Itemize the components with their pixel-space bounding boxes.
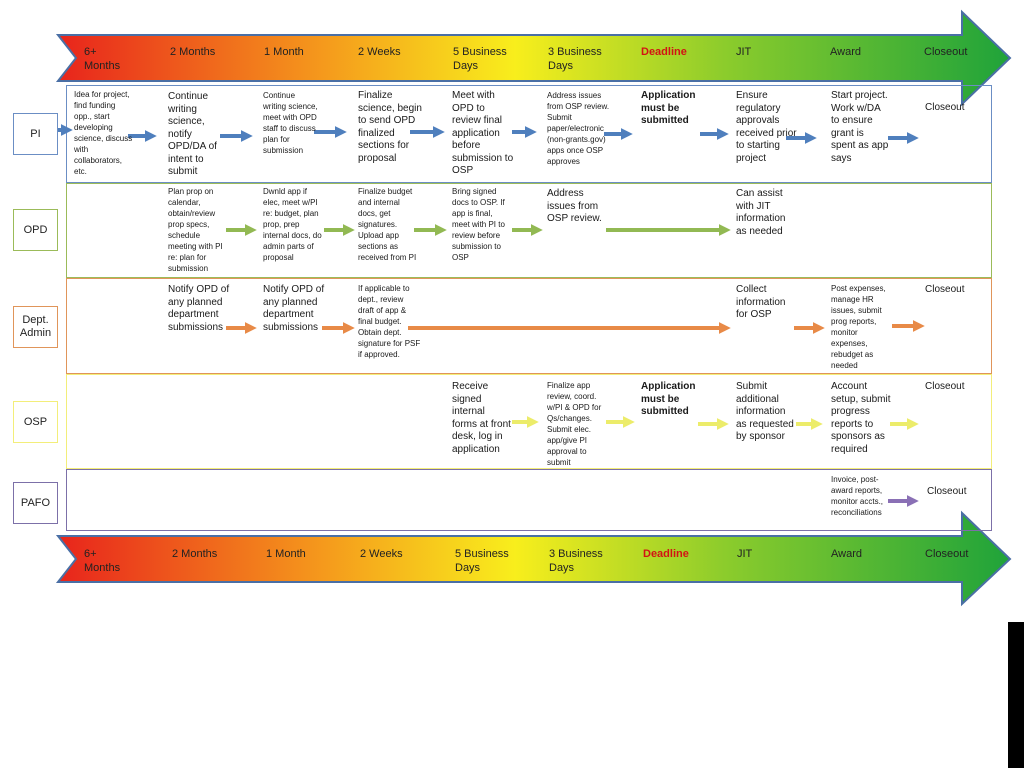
admin-cell-jit: Collect information for OSP	[736, 284, 786, 320]
osp-cell-5-business-days: Receive signed internal forms at front desk, log in application	[452, 381, 511, 455]
pi-cell-award: Start project. Work w/DA to ensure grant is spent as app says	[831, 90, 889, 164]
bottom-phase-2-weeks: 2 Weeks	[360, 548, 403, 560]
role-opd: OPD	[13, 209, 58, 251]
top-phase-closeout: Closeout	[924, 46, 968, 58]
opd-cell-2-months: Plan prop on calendar, obtain/review prop specs, schedule meeting with PI re: plan for submission	[168, 187, 223, 273]
pi-cell-5-business-days: Meet with OPD to review final application before submission to OSP	[452, 90, 514, 176]
role-pi: PI	[13, 113, 58, 155]
bottom-phase-5-business-days: 5 Business Days	[455, 548, 509, 574]
admin-cell-award: Post expenses, manage HR issues, submit prog reports, monitor expenses, rebudget as needed	[831, 284, 886, 370]
role-pafo: PAFO	[13, 482, 58, 524]
top-phase-3-business-days: 3 Business Days	[548, 46, 602, 72]
top-phase-deadline: Deadline	[641, 46, 687, 58]
pi-cell-2-weeks: Finalize science, begin to send OPD finalized sections for proposal	[358, 90, 422, 164]
pi-cell-3-business-days: Address issues from OSP review. Submit paper/electronic (non-grants.gov) apps once OSP approves	[547, 91, 610, 166]
pafo-cell-award: Invoice, post- award reports, monitor accts., reconciliations	[831, 475, 884, 517]
osp-cell-closeout: Closeout	[925, 381, 965, 392]
top-phase-2-weeks: 2 Weeks	[358, 46, 401, 58]
pi-cell-6-months: Idea for project, find funding opp., start developing science, discuss with collaborators, etc.	[74, 90, 133, 176]
bottom-phase-jit: JIT	[737, 548, 753, 560]
opd-cell-3-business-days: Address issues from OSP review.	[547, 188, 602, 224]
osp-cell-award: Account setup, submit progress reports to sponsors as required	[831, 381, 891, 455]
osp-cell-jit: Submit additional information as requested by sponsor	[736, 381, 794, 442]
top-phase-1-month: 1 Month	[264, 46, 304, 58]
pafo-cell-closeout: Closeout	[927, 486, 967, 497]
bottom-phase-closeout: Closeout	[925, 548, 969, 560]
role-osp: OSP	[13, 401, 58, 443]
pi-cell-jit: Ensure regulatory approvals received prior to starting project	[736, 90, 797, 164]
admin-cell-closeout: Closeout	[925, 284, 965, 295]
bottom-phase-3-business-days: 3 Business Days	[549, 548, 603, 574]
top-phase-6-months: 6+ Months	[84, 46, 121, 72]
admin-cell-1-month: Notify OPD of any planned department submissions	[263, 284, 325, 333]
bottom-phase-award: Award	[831, 548, 862, 560]
osp-cell-3-business-days: Finalize app review, coord. w/PI & OPD for Qs/changes. Submit elec. app/give PI approval to submit	[547, 381, 602, 467]
opd-cell-5-business-days: Bring signed docs to OSP. If app is final, meet with PI to review before submission to OSP	[452, 187, 505, 262]
opd-cell-2-weeks: Finalize budget and internal docs, get signatures. Upload app sections as received from PI	[358, 187, 417, 262]
bottom-phase-deadline: Deadline	[643, 548, 689, 560]
admin-cell-2-weeks: If applicable to dept., review draft of app & final budget. Obtain dept. signature for PSF if approved.	[358, 284, 421, 359]
top-phase-5-business-days: 5 Business Days	[453, 46, 507, 72]
pi-cell-deadline: Application must be submitted	[641, 90, 696, 126]
top-phase-2-months: 2 Months	[170, 46, 216, 58]
admin-cell-2-months: Notify OPD of any planned department submissions	[168, 284, 230, 333]
opd-cell-1-month: Dwnld app if elec, meet w/PI re: budget, plan prop, prep internal docs, do admin parts of proposal	[263, 187, 322, 262]
osp-cell-deadline: Application must be submitted	[641, 381, 696, 417]
pi-cell-closeout: Closeout	[925, 102, 965, 113]
edge-black-bar	[1008, 622, 1024, 768]
pi-cell-1-month: Continue writing science, meet with OPD staff to discuss plan for submission	[263, 91, 318, 155]
opd-cell-jit: Can assist with JIT information as needed	[736, 188, 786, 237]
top-phase-jit: JIT	[736, 46, 752, 58]
bottom-phase-6-months: 6+ Months	[84, 548, 121, 574]
role-dept-admin: Dept. Admin	[13, 306, 58, 348]
top-phase-award: Award	[830, 46, 861, 58]
bottom-phase-1-month: 1 Month	[266, 548, 306, 560]
pi-cell-2-months: Continue writing science, notify OPD/DA of intent to submit	[168, 91, 217, 177]
bottom-phase-2-months: 2 Months	[172, 548, 218, 560]
